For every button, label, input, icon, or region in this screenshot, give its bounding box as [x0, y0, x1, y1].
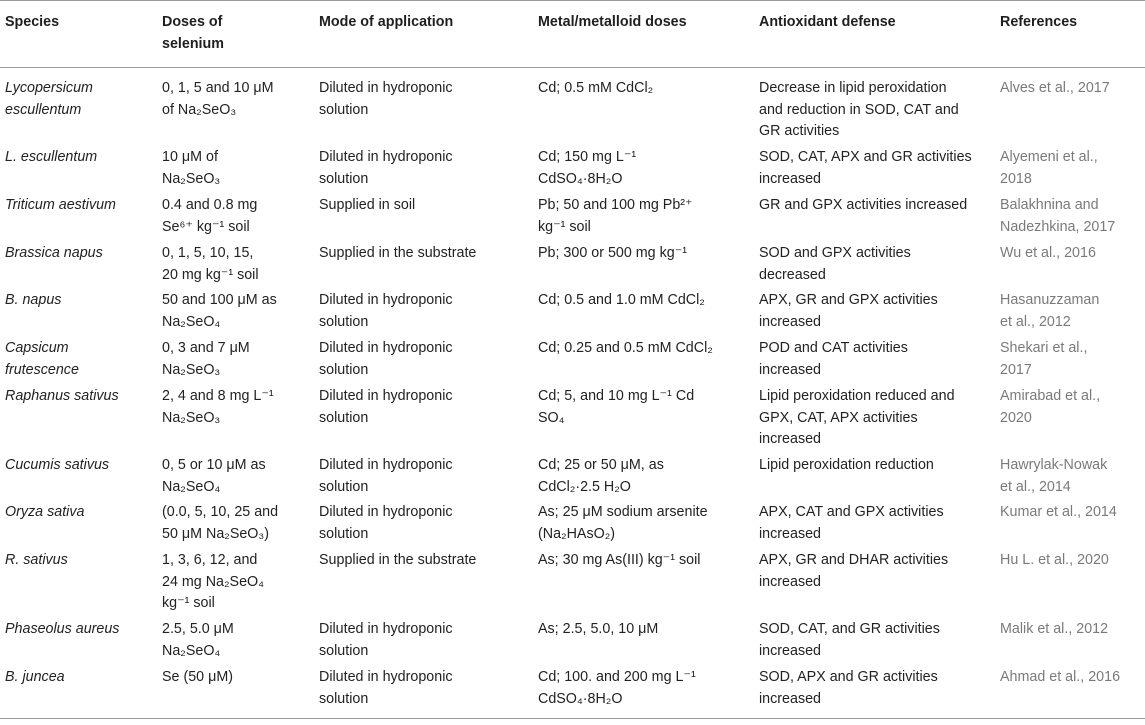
cell-reference: Hu L. et al., 2020 [1000, 552, 1109, 568]
cell-reference: Ahmad et al., 2016 [1000, 669, 1121, 685]
cell-species: B. napus [5, 292, 62, 308]
table-bottom-rule [0, 718, 1145, 719]
cell-doses: 0, 5 or 10 μM as Na₂SeO₄ [162, 457, 266, 495]
cell-doses: 1, 3, 6, 12, and 24 mg Na₂SeO₄ kg⁻¹ soil [162, 552, 264, 611]
cell-doses: 2, 4 and 8 mg L⁻¹ Na₂SeO₃ [162, 388, 274, 426]
cell-species: Cucumis sativus [5, 457, 110, 473]
cell-mode: Diluted in hydroponic solution [319, 292, 453, 330]
cell-mode: Diluted in hydroponic solution [319, 621, 453, 659]
header-metal: Metal/metalloid doses [538, 14, 687, 30]
cell-antioxidant: GR and GPX activities increased [759, 197, 968, 213]
cell-metal: As; 30 mg As(III) kg⁻¹ soil [538, 552, 701, 568]
cell-species: Raphanus sativus [5, 388, 119, 404]
cell-reference: Hasanuzzaman et al., 2012 [1000, 292, 1100, 330]
cell-metal: Pb; 50 and 100 mg Pb²⁺ kg⁻¹ soil [538, 197, 693, 235]
cell-antioxidant: APX, GR and GPX activities increased [759, 292, 938, 330]
cell-metal: Cd; 5, and 10 mg L⁻¹ Cd SO₄ [538, 388, 695, 426]
cell-mode: Diluted in hydroponic solution [319, 80, 453, 118]
cell-antioxidant: SOD, APX and GR activities increased [759, 669, 938, 707]
cell-reference: Balakhnina and Nadezhkina, 2017 [1000, 197, 1116, 235]
cell-doses: 50 and 100 μM as Na₂SeO₄ [162, 292, 277, 330]
cell-metal: Cd; 0.25 and 0.5 mM CdCl₂ [538, 340, 713, 356]
cell-doses: 0, 1, 5, 10, 15, 20 mg kg⁻¹ soil [162, 245, 259, 283]
cell-metal: As; 2.5, 5.0, 10 μM [538, 621, 659, 637]
cell-reference: Malik et al., 2012 [1000, 621, 1109, 637]
cell-mode: Diluted in hydroponic solution [319, 457, 453, 495]
cell-species: Capsicum frutescence [5, 340, 79, 378]
cell-species: Lycopersicum escullentum [5, 80, 93, 118]
cell-antioxidant: Lipid peroxidation reduced and GPX, CAT, APX activities increased [759, 388, 955, 447]
cell-doses: 0.4 and 0.8 mg Se⁶⁺ kg⁻¹ soil [162, 197, 258, 235]
cell-reference: Shekari et al., 2017 [1000, 340, 1088, 378]
cell-antioxidant: Decrease in lipid peroxidation and reduction in SOD, CAT and GR activities [759, 80, 959, 139]
cell-antioxidant: SOD, CAT, APX and GR activities increased [759, 149, 972, 187]
cell-species: R. sativus [5, 552, 68, 568]
header-species: Species [5, 14, 60, 30]
cell-reference: Alyemeni et al., 2018 [1000, 149, 1098, 187]
cell-doses: 2.5, 5.0 μM Na₂SeO₄ [162, 621, 234, 659]
cell-species: Phaseolus aureus [5, 621, 120, 637]
header-references: References [1000, 14, 1078, 30]
cell-antioxidant: POD and CAT activities increased [759, 340, 908, 378]
cell-reference: Amirabad et al., 2020 [1000, 388, 1101, 426]
cell-mode: Supplied in the substrate [319, 552, 477, 568]
cell-species: L. escullentum [5, 149, 98, 165]
cell-antioxidant: Lipid peroxidation reduction [759, 457, 934, 473]
cell-metal: Cd; 100. and 200 mg L⁻¹ CdSO₄·8H₂O [538, 669, 696, 707]
cell-metal: Cd; 0.5 mM CdCl₂ [538, 80, 654, 96]
cell-reference: Kumar et al., 2014 [1000, 504, 1117, 520]
cell-mode: Diluted in hydroponic solution [319, 149, 453, 187]
cell-reference: Hawrylak-Nowak et al., 2014 [1000, 457, 1108, 495]
cell-doses: (0.0, 5, 10, 25 and 50 μM Na₂SeO₃) [162, 504, 279, 542]
table-header-rule [0, 67, 1145, 68]
cell-antioxidant: SOD, CAT, and GR activities increased [759, 621, 940, 659]
cell-antioxidant: APX, CAT and GPX activities increased [759, 504, 944, 542]
cell-antioxidant: APX, GR and DHAR activities increased [759, 552, 949, 590]
cell-doses: Se (50 μM) [162, 669, 234, 685]
cell-mode: Diluted in hydroponic solution [319, 388, 453, 426]
header-antioxidant: Antioxidant defense [759, 14, 896, 30]
cell-mode: Diluted in hydroponic solution [319, 340, 453, 378]
header-doses: Doses of selenium [162, 14, 224, 52]
cell-reference: Wu et al., 2016 [1000, 245, 1096, 261]
cell-doses: 0, 3 and 7 μM Na₂SeO₃ [162, 340, 250, 378]
cell-species: Oryza sativa [5, 504, 85, 520]
cell-metal: Cd; 150 mg L⁻¹ CdSO₄·8H₂O [538, 149, 637, 187]
cell-mode: Diluted in hydroponic solution [319, 504, 453, 542]
cell-metal: Cd; 25 or 50 μM, as CdCl₂·2.5 H₂O [538, 457, 664, 495]
cell-metal: Pb; 300 or 500 mg kg⁻¹ [538, 245, 688, 261]
cell-species: Triticum aestivum [5, 197, 116, 213]
cell-metal: Cd; 0.5 and 1.0 mM CdCl₂ [538, 292, 705, 308]
table-top-rule [0, 0, 1145, 1]
cell-mode: Supplied in soil [319, 197, 416, 213]
cell-doses: 10 μM of Na₂SeO₃ [162, 149, 221, 187]
cell-species: Brassica napus [5, 245, 103, 261]
cell-mode: Diluted in hydroponic solution [319, 669, 453, 707]
cell-doses: 0, 1, 5 and 10 μM of Na₂SeO₃ [162, 80, 274, 118]
header-mode: Mode of application [319, 14, 454, 30]
cell-metal: As; 25 μM sodium arsenite (Na₂HAsO₂) [538, 504, 708, 542]
cell-species: B. juncea [5, 669, 65, 685]
cell-reference: Alves et al., 2017 [1000, 80, 1110, 96]
cell-mode: Supplied in the substrate [319, 245, 477, 261]
cell-antioxidant: SOD and GPX activities decreased [759, 245, 911, 283]
